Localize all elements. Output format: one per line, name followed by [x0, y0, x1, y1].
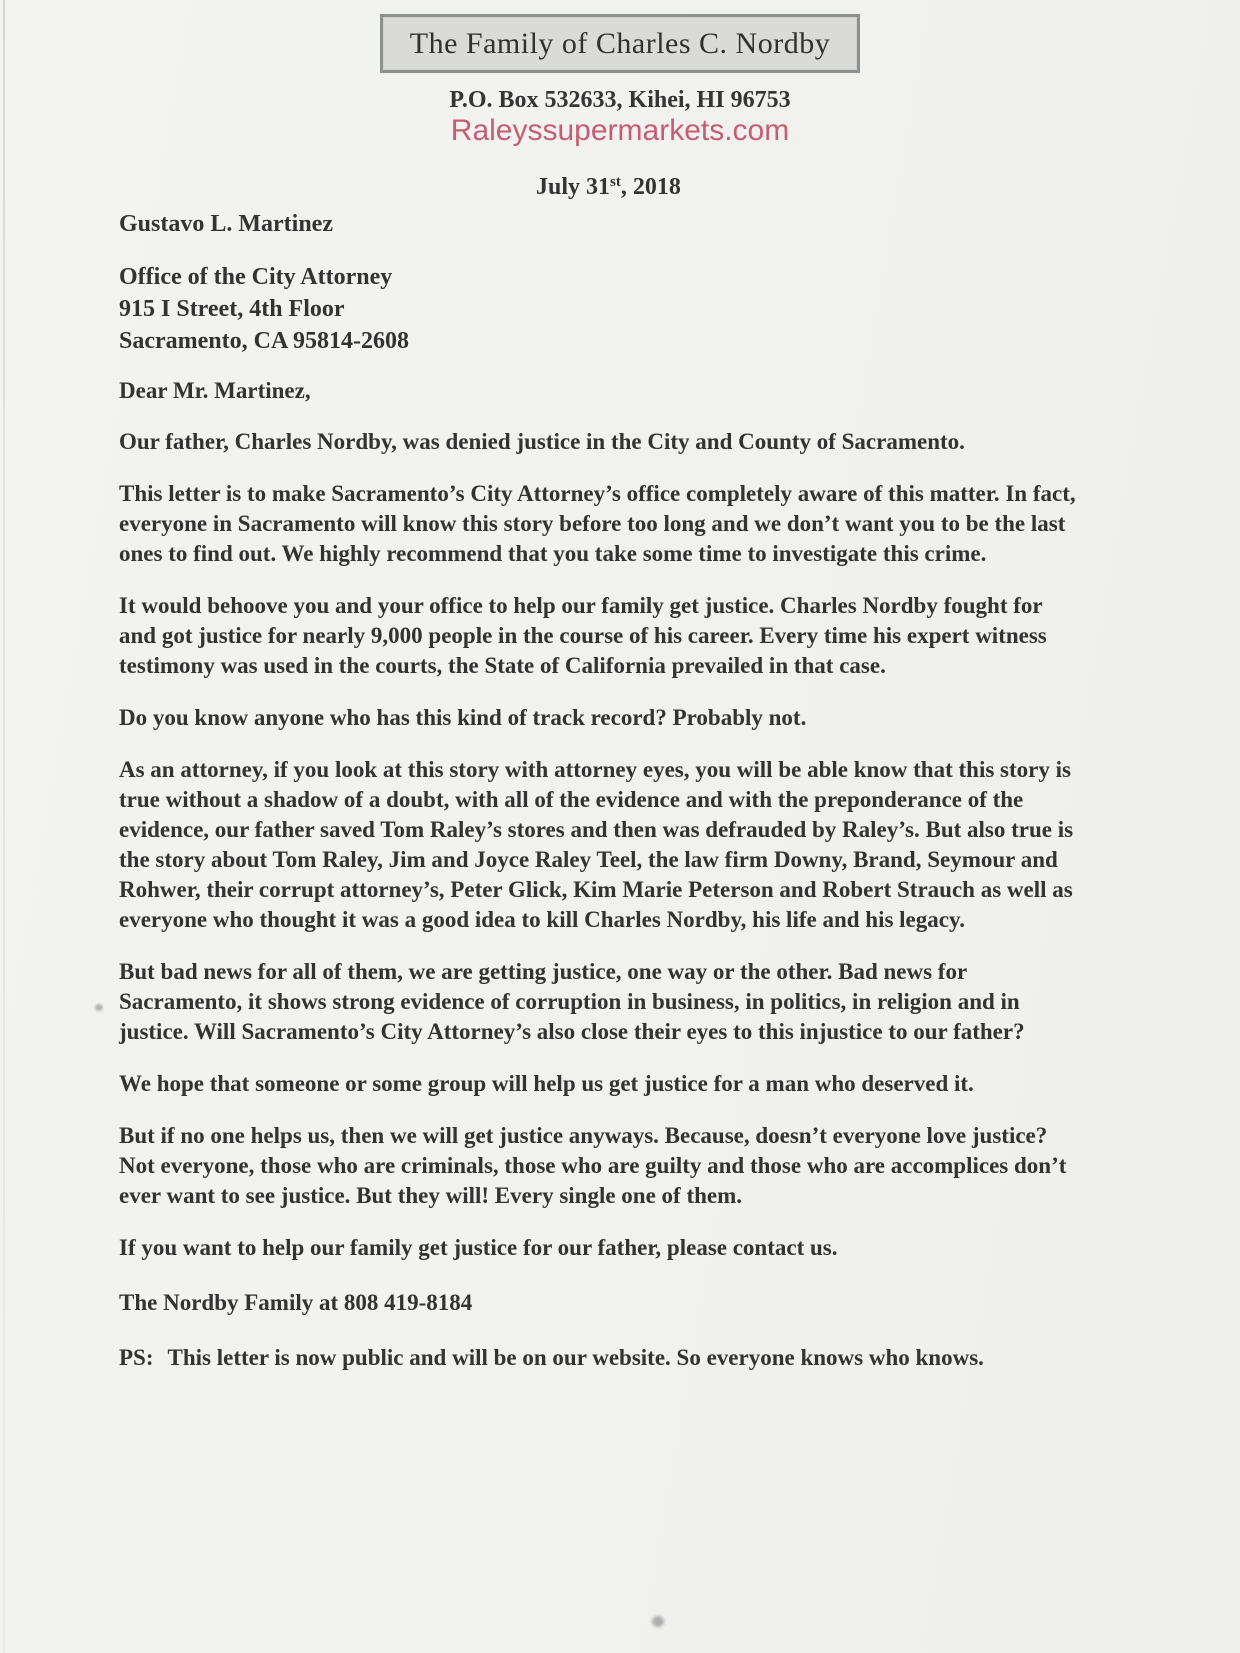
date-line — [536, 174, 1085, 204]
date-year: , 2018 — [620, 174, 681, 200]
letter-body — [0, 174, 1240, 1373]
date-day: July 31 — [536, 174, 611, 200]
body-paragraph-1: Our father, Charles Nordby, was denied justice in the City and County of Sacramento. — [119, 429, 965, 454]
scan-speck-artifact — [95, 1004, 103, 1011]
letterhead-title-box — [380, 14, 860, 73]
body-paragraph-8: But if no one helps us, then we will get justice anyways. Because, doesn’t everyone love justice? Not everyone, those who are criminals, those who are guilty and those who are accomplices don’t ever want to see justice. But they will! Every single one of them. — [119, 1123, 1067, 1208]
body-paragraph-2: This letter is to make Sacramento’s City Attorney’s office completely aware of this matter. In fact, everyone in Sacramento will know this story before too long and we don’t want you to be the last ones to find out. We highly recommend that you take some time to investigate this crime. — [119, 481, 1076, 566]
letterhead-website: Raleyssupermarkets.com — [450, 114, 790, 147]
body-paragraph-4: Do you know anyone who has this kind of track record? Probably not. — [119, 705, 807, 730]
body-paragraph-7: We hope that someone or some group will help us get justice for a man who deserved it. — [119, 1071, 974, 1096]
body-paragraph-9: If you want to help our family get justice for our father, please contact us. — [119, 1235, 838, 1260]
date-ordinal: st — [610, 174, 621, 190]
recipient-address-block — [119, 261, 1085, 357]
body-paragraph-5: As an attorney, if you look at this story with attorney eyes, you will be able know that this story is true without a shadow of a doubt, with all of the evidence and with the preponderance of the evidence, our father saved Tom Raley’s stores and then was defrauded by Raley’s. But also true is the story about Tom Raley, Jim and Joyce Raley Teel, the law firm Downy, Brand, Seymour and Rohwer, their corrupt attorney’s, Peter Glick, Kim Marie Peterson and Robert Strauch as well as everyone who thought it was a good idea to kill Charles Nordby, his life and his legacy. — [119, 757, 1074, 932]
ps-label: PS: — [119, 1345, 154, 1370]
body-paragraph-6: But bad news for all of them, we are getting justice, one way or the other. Bad news for Sacramento, it shows strong evidence of corruption in business, in politics, in religion and in justice. Will Sacramento’s City Attorney’s also close their eyes to this injustice to our father? — [119, 959, 1025, 1044]
recipient-office: Office of the City Attorney — [119, 264, 393, 290]
scan-dot-artifact — [652, 1616, 664, 1627]
letterhead-title: The Family of Charles C. Nordby — [409, 27, 831, 60]
letterhead-address: P.O. Box 532633, Kihei, HI 96753 — [449, 87, 791, 113]
recipient-name: Gustavo L. Martinez — [119, 211, 333, 237]
ps-line — [119, 1343, 1085, 1373]
recipient-street: 915 I Street, 4th Floor — [119, 296, 345, 322]
scan-edge-artifact — [3, 0, 5, 1653]
recipient-city: Sacramento, CA 95814-2608 — [119, 328, 409, 354]
salutation: Dear Mr. Martinez, — [119, 378, 311, 403]
ps-text: This letter is now public and will be on our website. So everyone knows who knows. — [167, 1345, 984, 1370]
contact-line: The Nordby Family at 808 419-8184 — [119, 1290, 473, 1315]
body-paragraph-3: It would behoove you and your office to help our family get justice. Charles Nordby fought for and got justice for nearly 9,000 people in the course of his career. Every time his expert witness testimony was used in the courts, the State of California prevailed in that case. — [119, 593, 1047, 678]
